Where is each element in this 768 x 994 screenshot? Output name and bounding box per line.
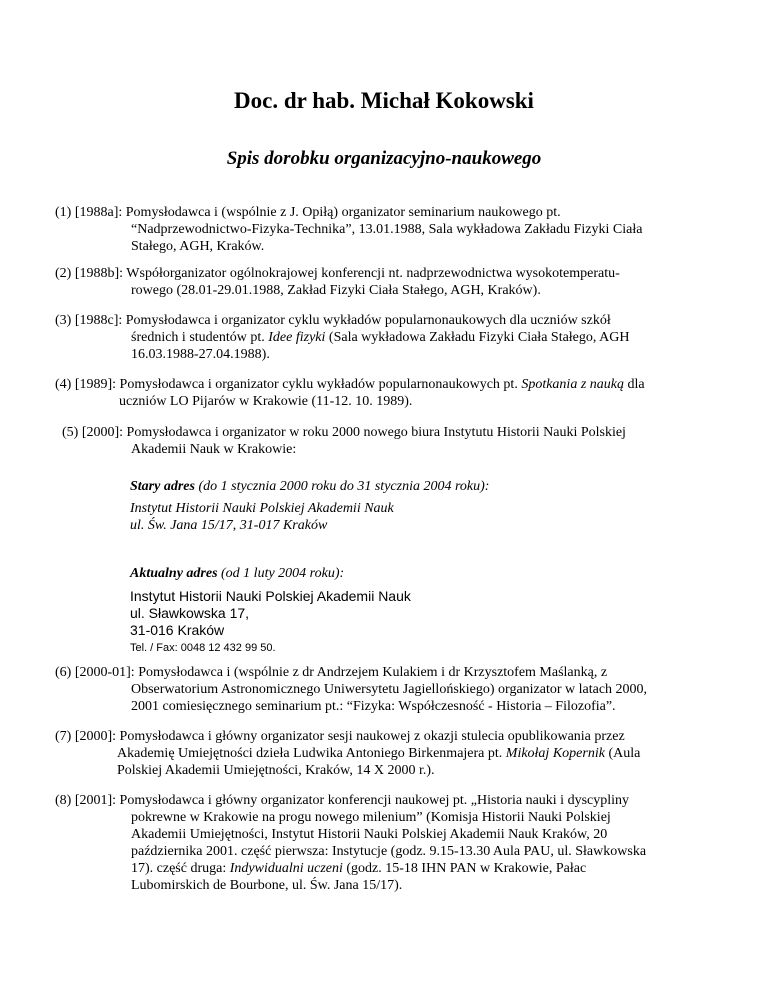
entry-title-italic: Spotkania z nauką: [521, 377, 624, 392]
entry-label: (3) [1988c]:: [55, 313, 123, 328]
entry-label: (2) [1988b]:: [55, 266, 124, 281]
entry-text: Pomysłodawca i główny organizator konferencji naukowej pt. „Historia nauki i dyscypliny: [119, 793, 630, 808]
new-address-heading: Aktualny adres: [130, 566, 218, 581]
entry-text: Obserwatorium Astronomicznego Uniwersytetu Jagiellońskiego) organizator w latach 2000,: [131, 682, 648, 697]
list-item: [55, 204, 717, 255]
entry-title-italic: Mikołaj Kopernik: [505, 746, 605, 761]
list-item: [55, 728, 717, 779]
entry-text: października 2001. część pierwsza: Instytucje (godz. 9.15-13.30 Aula PAU, ul. Sławkowska: [131, 844, 647, 859]
entry-text: 2001 comiesięcznego seminarium pt.: “Fizyka: Współczesność - Historia – Filozofia”.: [131, 699, 616, 714]
entry-text: Pomysłodawca i organizator cyklu wykładów popularnonaukowych pt.: [119, 377, 522, 392]
phone-fax: Tel. / Fax: 0048 12 432 99 50.: [130, 642, 276, 654]
entry-text: (Sala wykładowa Zakładu Fizyki Ciała Stałego, AGH: [325, 330, 630, 345]
entry-text: Akademię Umiejętności dzieła Ludwika Antoniego Birkenmajera pt.: [117, 746, 506, 761]
entry-text: Pomysłodawca i (wspólnie z dr Andrzejem Kulakiem i dr Krzysztofem Maślanką, z: [138, 665, 608, 680]
address-line: Instytut Historii Nauki Polskiej Akademii Nauk: [130, 588, 411, 604]
entry-text: “Nadprzewodnictwo-Fizyka-Technika”, 13.01.1988, Sala wykładowa Zakładu Fizyki Ciała: [131, 222, 643, 237]
list-item: [55, 664, 717, 715]
old-address-heading: Stary adres: [130, 479, 195, 494]
page-title: Doc. dr hab. Michał Kokowski: [234, 88, 534, 113]
entry-text: uczniów LO Pijarów w Krakowie (11-12. 10. 1989).: [119, 394, 413, 409]
entry-text: Pomysłodawca i organizator cyklu wykładów popularnonaukowych dla uczniów szkół: [125, 313, 611, 328]
list-item: [55, 792, 717, 894]
entry-label: (1) [1988a]:: [55, 205, 123, 220]
entry-title-italic: Idee fizyki: [268, 330, 326, 345]
entry-text: 16.03.1988-27.04.1988).: [131, 347, 270, 362]
entry-label: (6) [2000-01]:: [55, 665, 135, 680]
address-line: Instytut Historii Nauki Polskiej Akademii Nauk: [130, 501, 394, 516]
entry-text: Akademii Umiejętności, Instytut Historii Nauki Polskiej Akademii Nauk Kraków, 20: [131, 827, 608, 842]
entry-title-italic: Indywidualni uczeni: [229, 861, 343, 876]
list-item: [55, 312, 717, 363]
address-line: ul. Sławkowska 17,: [130, 605, 250, 621]
list-item: [62, 424, 717, 458]
new-address-block: [130, 565, 411, 657]
address-line: 31-016 Kraków: [130, 622, 225, 638]
entry-text: Polskiej Akademii Umiejętności, Kraków, 14 X 2000 r.).: [117, 763, 435, 778]
entry-text: Akademii Nauk w Krakowie:: [131, 442, 297, 457]
entry-text: Pomysłodawca i (wspólnie z J. Opiłą) organizator seminarium naukowego pt.: [125, 205, 561, 220]
entry-text: dla: [623, 377, 645, 392]
entry-label: (4) [1989]:: [55, 377, 117, 392]
new-address-note: (od 1 luty 2004 roku):: [217, 566, 345, 581]
old-address-block: [130, 478, 489, 534]
entry-text: pokrewne w Krakowie na progu nowego milenium” (Komisja Historii Nauki Polskiej: [131, 810, 611, 825]
entry-text: Pomysłodawca i organizator w roku 2000 nowego biura Instytutu Historii Nauki Polskiej: [126, 425, 626, 440]
entry-label: (8) [2001]:: [55, 793, 117, 808]
list-item: [55, 265, 717, 299]
address-line: ul. Św. Jana 15/17, 31-017 Kraków: [130, 518, 328, 533]
list-item: [55, 376, 717, 410]
entry-label: (5) [2000]:: [62, 425, 124, 440]
entry-text: Współorganizator ogólnokrajowej konferencji nt. nadprzewodnictwa wysokotemperatu-: [126, 266, 620, 281]
entry-text: średnich i studentów pt.: [131, 330, 269, 345]
entry-label: (7) [2000]:: [55, 729, 117, 744]
entry-text: 17). część druga:: [131, 861, 230, 876]
entry-text: (Aula: [604, 746, 641, 761]
entry-text: Lubomirskich de Bourbone, ul. Św. Jana 15/17).: [131, 878, 403, 893]
entry-text: Pomysłodawca i główny organizator sesji naukowej z okazji stulecia opublikowania przez: [119, 729, 625, 744]
page-subtitle: Spis dorobku organizacyjno-naukowego: [226, 148, 542, 169]
old-address-note: (do 1 stycznia 2000 roku do 31 stycznia 2004 roku):: [194, 479, 490, 494]
entry-text: Stałego, AGH, Kraków.: [131, 239, 265, 254]
entry-text: rowego (28.01-29.01.1988, Zakład Fizyki Ciała Stałego, AGH, Kraków).: [131, 283, 541, 298]
entry-text: (godz. 15-18 IHN PAN w Krakowie, Pałac: [342, 861, 587, 876]
